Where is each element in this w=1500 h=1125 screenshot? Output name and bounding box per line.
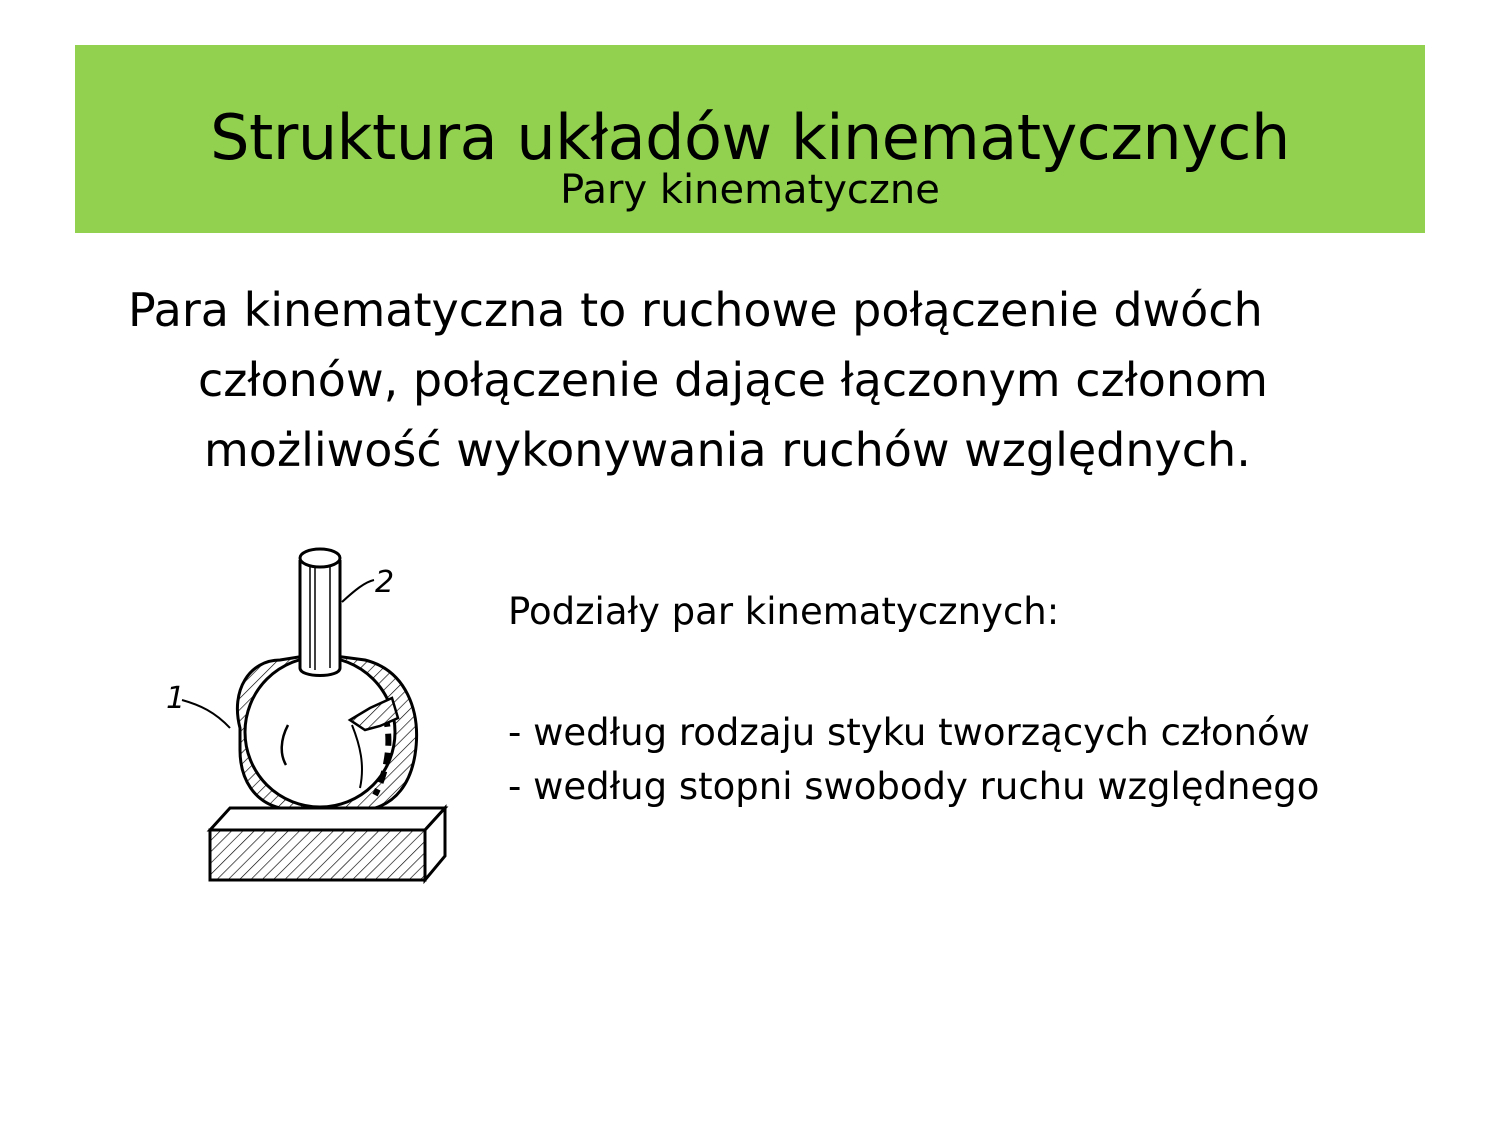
division-item-contact: - według rodzaju styku tworzących członów [508,711,1310,755]
definition-line-1: Para kinematyczna to ruchowe połączenie dwóch [128,283,1263,337]
ball-joint-drawing [160,540,460,890]
leader-line-2 [342,580,374,602]
division-item-freedom: - według stopni swobody ruchu względnego [508,765,1320,809]
ball [245,657,395,807]
definition-line-3: możliwość wykonywania ruchów względnych. [204,423,1251,477]
label-1: 1 [166,681,186,716]
shaft-top [300,549,340,567]
base-plate-front [210,830,425,880]
leader-line-1 [182,700,230,728]
label-2: 2 [375,565,395,600]
shaft [300,560,340,676]
base-plate-top [210,808,445,830]
divisions-block [508,590,1468,814]
definition-line-2: członów, połączenie dające łączonym członom [198,353,1268,407]
slide-subtitle: Pary kinematyczne [560,167,940,213]
slide-title: Struktura układów kinematycznych [210,101,1290,174]
divisions-heading: Podziały par kinematycznych: [508,590,1060,633]
definition-text [128,275,1418,485]
title-band [75,45,1425,233]
